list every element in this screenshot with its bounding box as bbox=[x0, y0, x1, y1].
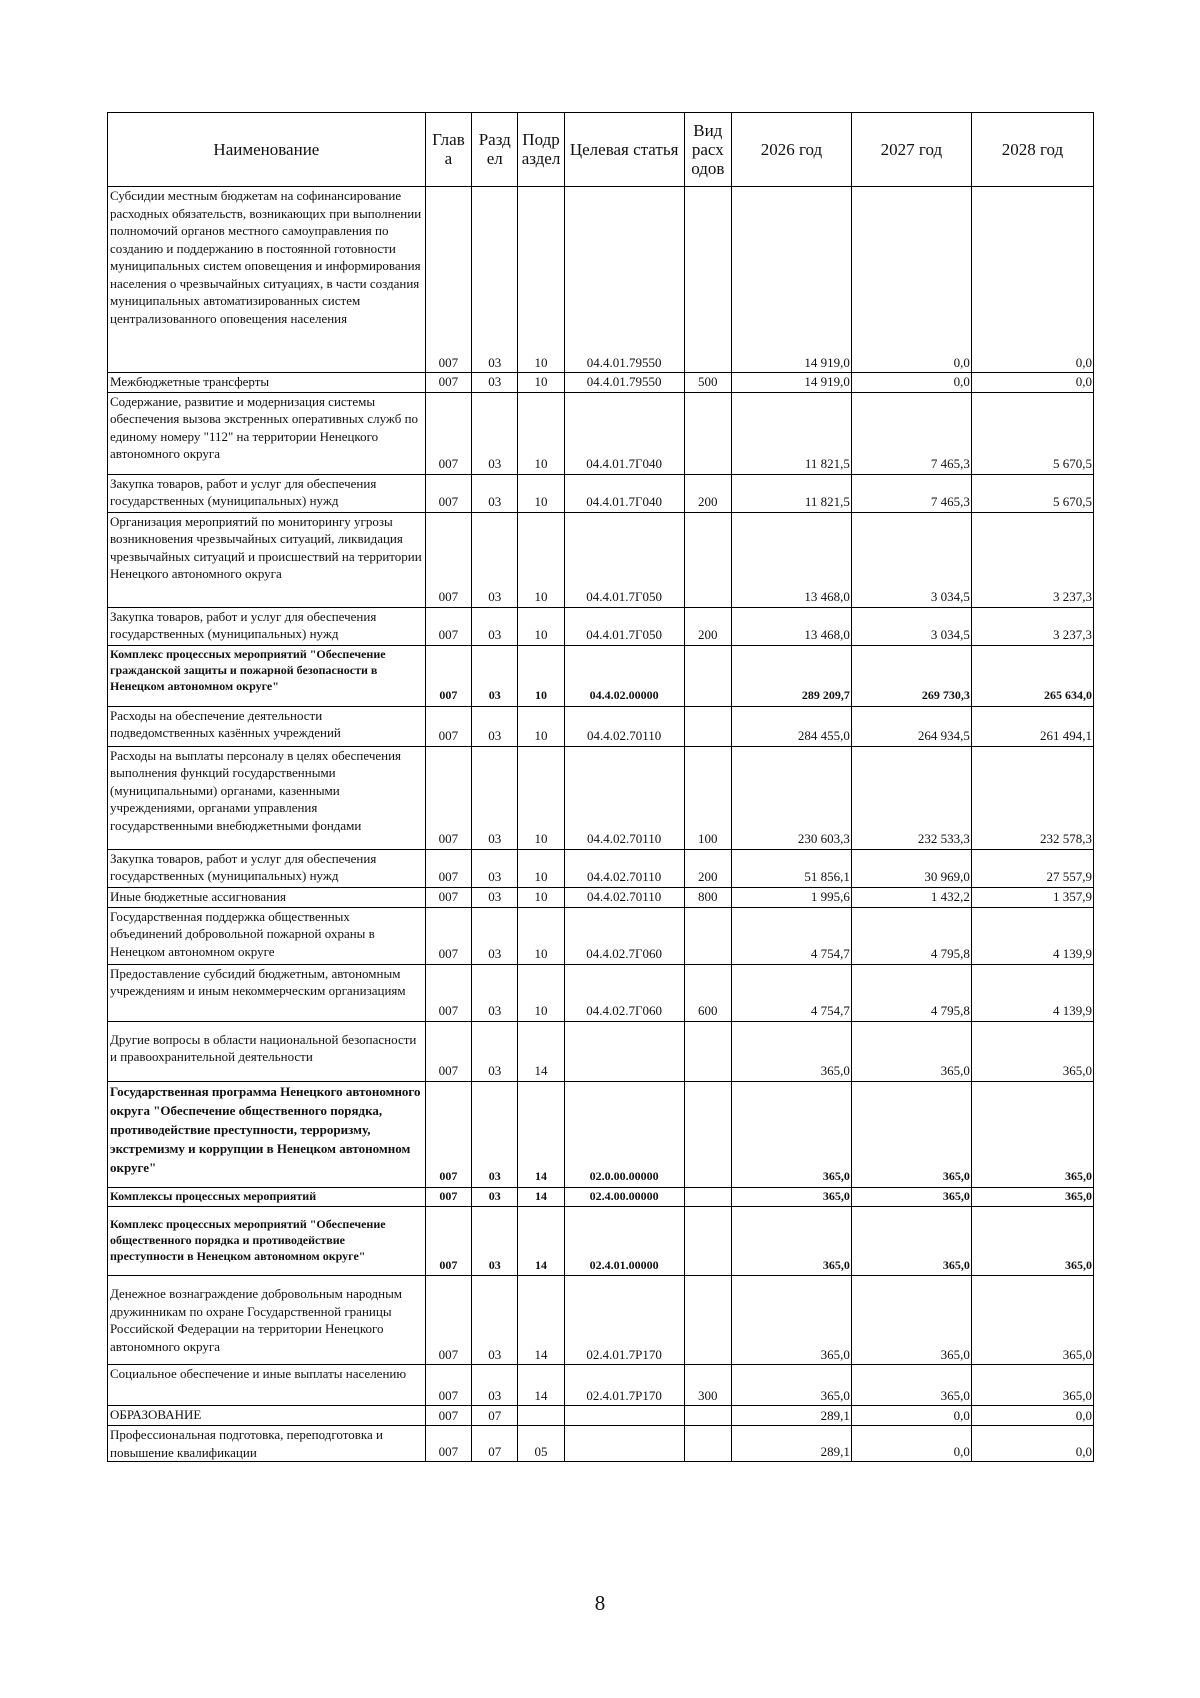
table-row bbox=[108, 1365, 1094, 1406]
cell-y2027: 365,0 bbox=[851, 1207, 971, 1276]
cell-y2027: 269 730,3 bbox=[851, 645, 971, 706]
cell-vid bbox=[684, 1021, 731, 1081]
cell-y2027: 7 465,3 bbox=[851, 474, 971, 512]
cell-vid: 300 bbox=[684, 1365, 731, 1406]
cell-razdel: 07 bbox=[472, 1426, 518, 1462]
cell-razdel: 03 bbox=[472, 1081, 518, 1187]
table-row bbox=[108, 706, 1094, 746]
cell-glava: 007 bbox=[425, 474, 471, 512]
cell-tselevaya: 04.4.02.00000 bbox=[564, 645, 684, 706]
cell-name: Комплекс процессных мероприятий "Обеспечение общественного порядка и противодействие преступности в Ненецком автономном округе" bbox=[108, 1207, 426, 1276]
cell-name: Государственная программа Ненецкого автономного округа "Обеспечение общественного порядка, противодействие преступности, терроризму, экстремизму и коррупции в Ненецком автономном округе" bbox=[108, 1081, 426, 1187]
cell-name: Другие вопросы в области национальной безопасности и правоохранительной деятельности bbox=[108, 1021, 426, 1081]
cell-glava: 007 bbox=[425, 907, 471, 964]
cell-podrazdel: 10 bbox=[518, 746, 564, 849]
table-row bbox=[108, 1207, 1094, 1276]
cell-y2027: 1 432,2 bbox=[851, 887, 971, 907]
cell-podrazdel: 10 bbox=[518, 392, 564, 474]
cell-podrazdel: 14 bbox=[518, 1365, 564, 1406]
cell-podrazdel: 10 bbox=[518, 706, 564, 746]
cell-name: Субсидии местным бюджетам на софинансирование расходных обязательств, возникающих при выполнении полномочий органов местного самоуправления по созданию и поддержанию в постоянной готовности муниципальных систем оповещения и информирования населения о чрезвычайных ситуациях, в части создания муниципальных автоматизированных систем централизованного оповещения населения bbox=[108, 187, 426, 373]
table-row bbox=[108, 645, 1094, 706]
cell-podrazdel: 14 bbox=[518, 1276, 564, 1365]
cell-y2026: 365,0 bbox=[731, 1081, 851, 1187]
cell-y2026: 365,0 bbox=[731, 1276, 851, 1365]
page-number: 8 bbox=[594, 1591, 606, 1615]
cell-podrazdel: 10 bbox=[518, 187, 564, 373]
cell-tselevaya: 04.4.02.70110 bbox=[564, 746, 684, 849]
cell-y2027: 365,0 bbox=[851, 1081, 971, 1187]
cell-y2026: 365,0 bbox=[731, 1207, 851, 1276]
cell-y2026: 1 995,6 bbox=[731, 887, 851, 907]
cell-podrazdel: 10 bbox=[518, 849, 564, 887]
cell-y2028: 3 237,3 bbox=[971, 607, 1093, 645]
cell-podrazdel: 14 bbox=[518, 1021, 564, 1081]
table-row bbox=[108, 187, 1094, 373]
cell-name: Расходы на выплаты персоналу в целях обеспечения выполнения функций государственными (муниципальными) органами, казенными учреждениями, органами управления государственными внебюджетными фондами bbox=[108, 746, 426, 849]
cell-razdel: 03 bbox=[472, 373, 518, 393]
table-row bbox=[108, 849, 1094, 887]
cell-razdel: 03 bbox=[472, 1021, 518, 1081]
cell-vid: 800 bbox=[684, 887, 731, 907]
cell-y2026: 289,1 bbox=[731, 1406, 851, 1426]
cell-y2028: 4 139,9 bbox=[971, 964, 1093, 1021]
cell-podrazdel: 10 bbox=[518, 373, 564, 393]
cell-glava: 007 bbox=[425, 1406, 471, 1426]
cell-vid bbox=[684, 187, 731, 373]
cell-name: Социальное обеспечение и иные выплаты населению bbox=[108, 1365, 426, 1406]
cell-glava: 007 bbox=[425, 1021, 471, 1081]
cell-tselevaya: 04.4.02.7Г060 bbox=[564, 964, 684, 1021]
cell-glava: 007 bbox=[425, 1081, 471, 1187]
header-glava: Глав а bbox=[425, 113, 471, 187]
header-tselevaya: Целевая статья bbox=[564, 113, 684, 187]
cell-razdel: 03 bbox=[472, 1187, 518, 1207]
cell-tselevaya: 04.4.01.79550 bbox=[564, 373, 684, 393]
table-row bbox=[108, 1021, 1094, 1081]
table-row bbox=[108, 392, 1094, 474]
cell-glava: 007 bbox=[425, 645, 471, 706]
table-row bbox=[108, 907, 1094, 964]
cell-podrazdel: 10 bbox=[518, 474, 564, 512]
table-row bbox=[108, 607, 1094, 645]
cell-y2028: 365,0 bbox=[971, 1081, 1093, 1187]
cell-tselevaya: 02.4.00.00000 bbox=[564, 1187, 684, 1207]
cell-y2028: 27 557,9 bbox=[971, 849, 1093, 887]
cell-tselevaya: 04.4.01.79550 bbox=[564, 187, 684, 373]
cell-razdel: 03 bbox=[472, 512, 518, 607]
table-header-row bbox=[108, 113, 1094, 187]
cell-glava: 007 bbox=[425, 512, 471, 607]
cell-glava: 007 bbox=[425, 746, 471, 849]
budget-table-container bbox=[107, 112, 1094, 1462]
cell-vid: 600 bbox=[684, 964, 731, 1021]
header-razdel: Разд ел bbox=[472, 113, 518, 187]
cell-glava: 007 bbox=[425, 849, 471, 887]
cell-name: Организация мероприятий по мониторингу угрозы возникновения чрезвычайных ситуаций, ликвидация чрезвычайных ситуаций и происшествий на территории Ненецкого автономного округа bbox=[108, 512, 426, 607]
cell-glava: 007 bbox=[425, 1187, 471, 1207]
header-2027: 2027 год bbox=[851, 113, 971, 187]
cell-vid: 200 bbox=[684, 849, 731, 887]
cell-razdel: 03 bbox=[472, 187, 518, 373]
cell-name: Комплексы процессных мероприятий bbox=[108, 1187, 426, 1207]
cell-y2028: 4 139,9 bbox=[971, 907, 1093, 964]
cell-name: Профессиональная подготовка, переподготовка и повышение квалификации bbox=[108, 1426, 426, 1462]
cell-y2027: 0,0 bbox=[851, 187, 971, 373]
cell-razdel: 07 bbox=[472, 1406, 518, 1426]
cell-podrazdel: 10 bbox=[518, 645, 564, 706]
cell-glava: 007 bbox=[425, 964, 471, 1021]
cell-y2028: 0,0 bbox=[971, 187, 1093, 373]
cell-name: Расходы на обеспечение деятельности подведомственных казённых учреждений bbox=[108, 706, 426, 746]
cell-vid: 200 bbox=[684, 474, 731, 512]
cell-glava: 007 bbox=[425, 1207, 471, 1276]
cell-name: Межбюджетные трансферты bbox=[108, 373, 426, 393]
cell-y2026: 365,0 bbox=[731, 1021, 851, 1081]
cell-vid bbox=[684, 645, 731, 706]
cell-razdel: 03 bbox=[472, 1207, 518, 1276]
cell-vid bbox=[684, 1426, 731, 1462]
cell-y2026: 13 468,0 bbox=[731, 607, 851, 645]
cell-name: Содержание, развитие и модернизация системы обеспечения вызова экстренных оперативных служб по единому номеру "112" на территории Ненецкого автономного округа bbox=[108, 392, 426, 474]
cell-y2026: 284 455,0 bbox=[731, 706, 851, 746]
cell-razdel: 03 bbox=[472, 887, 518, 907]
cell-glava: 007 bbox=[425, 187, 471, 373]
table-row bbox=[108, 474, 1094, 512]
cell-y2028: 365,0 bbox=[971, 1021, 1093, 1081]
cell-y2027: 4 795,8 bbox=[851, 964, 971, 1021]
table-row bbox=[108, 1276, 1094, 1365]
budget-table bbox=[107, 112, 1094, 1462]
cell-razdel: 03 bbox=[472, 607, 518, 645]
cell-y2027: 0,0 bbox=[851, 373, 971, 393]
cell-name: Предоставление субсидий бюджетным, автономным учреждениям и иным некоммерческим организациям bbox=[108, 964, 426, 1021]
cell-vid bbox=[684, 512, 731, 607]
cell-y2028: 5 670,5 bbox=[971, 392, 1093, 474]
cell-y2027: 3 034,5 bbox=[851, 607, 971, 645]
cell-tselevaya: 02.0.00.00000 bbox=[564, 1081, 684, 1187]
cell-vid bbox=[684, 1406, 731, 1426]
cell-name: Закупка товаров, работ и услуг для обеспечения государственных (муниципальных) нужд bbox=[108, 474, 426, 512]
cell-tselevaya bbox=[564, 1406, 684, 1426]
cell-tselevaya: 04.4.02.7Г060 bbox=[564, 907, 684, 964]
cell-podrazdel: 10 bbox=[518, 887, 564, 907]
table-row bbox=[108, 746, 1094, 849]
cell-tselevaya: 04.4.01.7Г050 bbox=[564, 607, 684, 645]
cell-y2027: 232 533,3 bbox=[851, 746, 971, 849]
cell-tselevaya bbox=[564, 1021, 684, 1081]
cell-y2028: 365,0 bbox=[971, 1187, 1093, 1207]
cell-y2026: 13 468,0 bbox=[731, 512, 851, 607]
table-row bbox=[108, 887, 1094, 907]
cell-razdel: 03 bbox=[472, 392, 518, 474]
cell-glava: 007 bbox=[425, 373, 471, 393]
cell-y2028: 365,0 bbox=[971, 1207, 1093, 1276]
cell-tselevaya: 04.4.01.7Г050 bbox=[564, 512, 684, 607]
cell-tselevaya: 04.4.02.70110 bbox=[564, 849, 684, 887]
cell-vid bbox=[684, 1187, 731, 1207]
cell-y2026: 365,0 bbox=[731, 1365, 851, 1406]
header-vid: Вид расх одов bbox=[684, 113, 731, 187]
cell-razdel: 03 bbox=[472, 964, 518, 1021]
cell-y2027: 7 465,3 bbox=[851, 392, 971, 474]
cell-y2028: 0,0 bbox=[971, 1426, 1093, 1462]
cell-name: Денежное вознаграждение добровольным народным дружинникам по охране Государственной границы Российской Федерации на территории Ненецкого автономного округа bbox=[108, 1276, 426, 1365]
cell-tselevaya: 04.4.01.7Г040 bbox=[564, 392, 684, 474]
cell-y2027: 365,0 bbox=[851, 1276, 971, 1365]
header-podrazdel: Подр аздел bbox=[518, 113, 564, 187]
cell-podrazdel: 10 bbox=[518, 512, 564, 607]
cell-vid: 500 bbox=[684, 373, 731, 393]
cell-glava: 007 bbox=[425, 607, 471, 645]
cell-glava: 007 bbox=[425, 887, 471, 907]
cell-y2026: 11 821,5 bbox=[731, 474, 851, 512]
cell-razdel: 03 bbox=[472, 849, 518, 887]
cell-podrazdel bbox=[518, 1406, 564, 1426]
cell-y2028: 1 357,9 bbox=[971, 887, 1093, 907]
cell-y2026: 289,1 bbox=[731, 1426, 851, 1462]
cell-glava: 007 bbox=[425, 392, 471, 474]
table-row bbox=[108, 373, 1094, 393]
cell-y2026: 230 603,3 bbox=[731, 746, 851, 849]
cell-vid bbox=[684, 392, 731, 474]
cell-y2026: 51 856,1 bbox=[731, 849, 851, 887]
cell-y2028: 5 670,5 bbox=[971, 474, 1093, 512]
cell-y2026: 4 754,7 bbox=[731, 907, 851, 964]
table-row bbox=[108, 1406, 1094, 1426]
cell-y2028: 365,0 bbox=[971, 1276, 1093, 1365]
cell-podrazdel: 14 bbox=[518, 1081, 564, 1187]
cell-razdel: 03 bbox=[472, 907, 518, 964]
cell-razdel: 03 bbox=[472, 645, 518, 706]
cell-y2027: 30 969,0 bbox=[851, 849, 971, 887]
header-2028: 2028 год bbox=[971, 113, 1093, 187]
cell-y2028: 261 494,1 bbox=[971, 706, 1093, 746]
cell-vid: 100 bbox=[684, 746, 731, 849]
cell-razdel: 03 bbox=[472, 706, 518, 746]
cell-glava: 007 bbox=[425, 1276, 471, 1365]
cell-podrazdel: 05 bbox=[518, 1426, 564, 1462]
cell-glava: 007 bbox=[425, 1365, 471, 1406]
cell-podrazdel: 10 bbox=[518, 907, 564, 964]
table-row bbox=[108, 512, 1094, 607]
cell-glava: 007 bbox=[425, 706, 471, 746]
table-row bbox=[108, 1187, 1094, 1207]
cell-tselevaya: 02.4.01.7Р170 bbox=[564, 1365, 684, 1406]
cell-y2027: 0,0 bbox=[851, 1406, 971, 1426]
cell-y2027: 264 934,5 bbox=[851, 706, 971, 746]
cell-vid bbox=[684, 1276, 731, 1365]
cell-podrazdel: 10 bbox=[518, 964, 564, 1021]
cell-y2028: 365,0 bbox=[971, 1365, 1093, 1406]
cell-name: Иные бюджетные ассигнования bbox=[108, 887, 426, 907]
cell-glava: 007 bbox=[425, 1426, 471, 1462]
cell-razdel: 03 bbox=[472, 474, 518, 512]
cell-y2028: 0,0 bbox=[971, 373, 1093, 393]
header-2026: 2026 год bbox=[731, 113, 851, 187]
cell-y2026: 14 919,0 bbox=[731, 187, 851, 373]
table-row bbox=[108, 1426, 1094, 1462]
table-row bbox=[108, 1081, 1094, 1187]
cell-y2027: 0,0 bbox=[851, 1426, 971, 1462]
cell-razdel: 03 bbox=[472, 1365, 518, 1406]
cell-vid bbox=[684, 1081, 731, 1187]
cell-vid: 200 bbox=[684, 607, 731, 645]
cell-name: Закупка товаров, работ и услуг для обеспечения государственных (муниципальных) нужд bbox=[108, 849, 426, 887]
cell-tselevaya: 02.4.01.00000 bbox=[564, 1207, 684, 1276]
cell-y2027: 4 795,8 bbox=[851, 907, 971, 964]
cell-y2027: 365,0 bbox=[851, 1187, 971, 1207]
cell-tselevaya bbox=[564, 1426, 684, 1462]
cell-tselevaya: 04.4.02.70110 bbox=[564, 887, 684, 907]
cell-y2026: 365,0 bbox=[731, 1187, 851, 1207]
cell-y2027: 3 034,5 bbox=[851, 512, 971, 607]
cell-vid bbox=[684, 907, 731, 964]
cell-y2028: 265 634,0 bbox=[971, 645, 1093, 706]
cell-name: Закупка товаров, работ и услуг для обеспечения государственных (муниципальных) нужд bbox=[108, 607, 426, 645]
cell-y2026: 4 754,7 bbox=[731, 964, 851, 1021]
cell-name: Комплекс процессных мероприятий "Обеспечение гражданской защиты и пожарной безопасности в Ненецком автономном округе" bbox=[108, 645, 426, 706]
cell-y2026: 289 209,7 bbox=[731, 645, 851, 706]
cell-tselevaya: 04.4.02.70110 bbox=[564, 706, 684, 746]
cell-razdel: 03 bbox=[472, 1276, 518, 1365]
cell-name: ОБРАЗОВАНИЕ bbox=[108, 1406, 426, 1426]
cell-podrazdel: 14 bbox=[518, 1207, 564, 1276]
cell-y2026: 11 821,5 bbox=[731, 392, 851, 474]
cell-tselevaya: 02.4.01.7Р170 bbox=[564, 1276, 684, 1365]
table-row bbox=[108, 964, 1094, 1021]
cell-y2028: 232 578,3 bbox=[971, 746, 1093, 849]
cell-podrazdel: 10 bbox=[518, 607, 564, 645]
cell-vid bbox=[684, 706, 731, 746]
cell-y2027: 365,0 bbox=[851, 1365, 971, 1406]
cell-y2028: 0,0 bbox=[971, 1406, 1093, 1426]
cell-y2026: 14 919,0 bbox=[731, 373, 851, 393]
header-name: Наименование bbox=[108, 113, 426, 187]
cell-name: Государственная поддержка общественных объединений добровольной пожарной охраны в Ненецком автономном округе bbox=[108, 907, 426, 964]
cell-razdel: 03 bbox=[472, 746, 518, 849]
cell-tselevaya: 04.4.01.7Г040 bbox=[564, 474, 684, 512]
cell-y2028: 3 237,3 bbox=[971, 512, 1093, 607]
cell-y2027: 365,0 bbox=[851, 1021, 971, 1081]
cell-vid bbox=[684, 1207, 731, 1276]
cell-podrazdel: 14 bbox=[518, 1187, 564, 1207]
table-body bbox=[108, 187, 1094, 1462]
